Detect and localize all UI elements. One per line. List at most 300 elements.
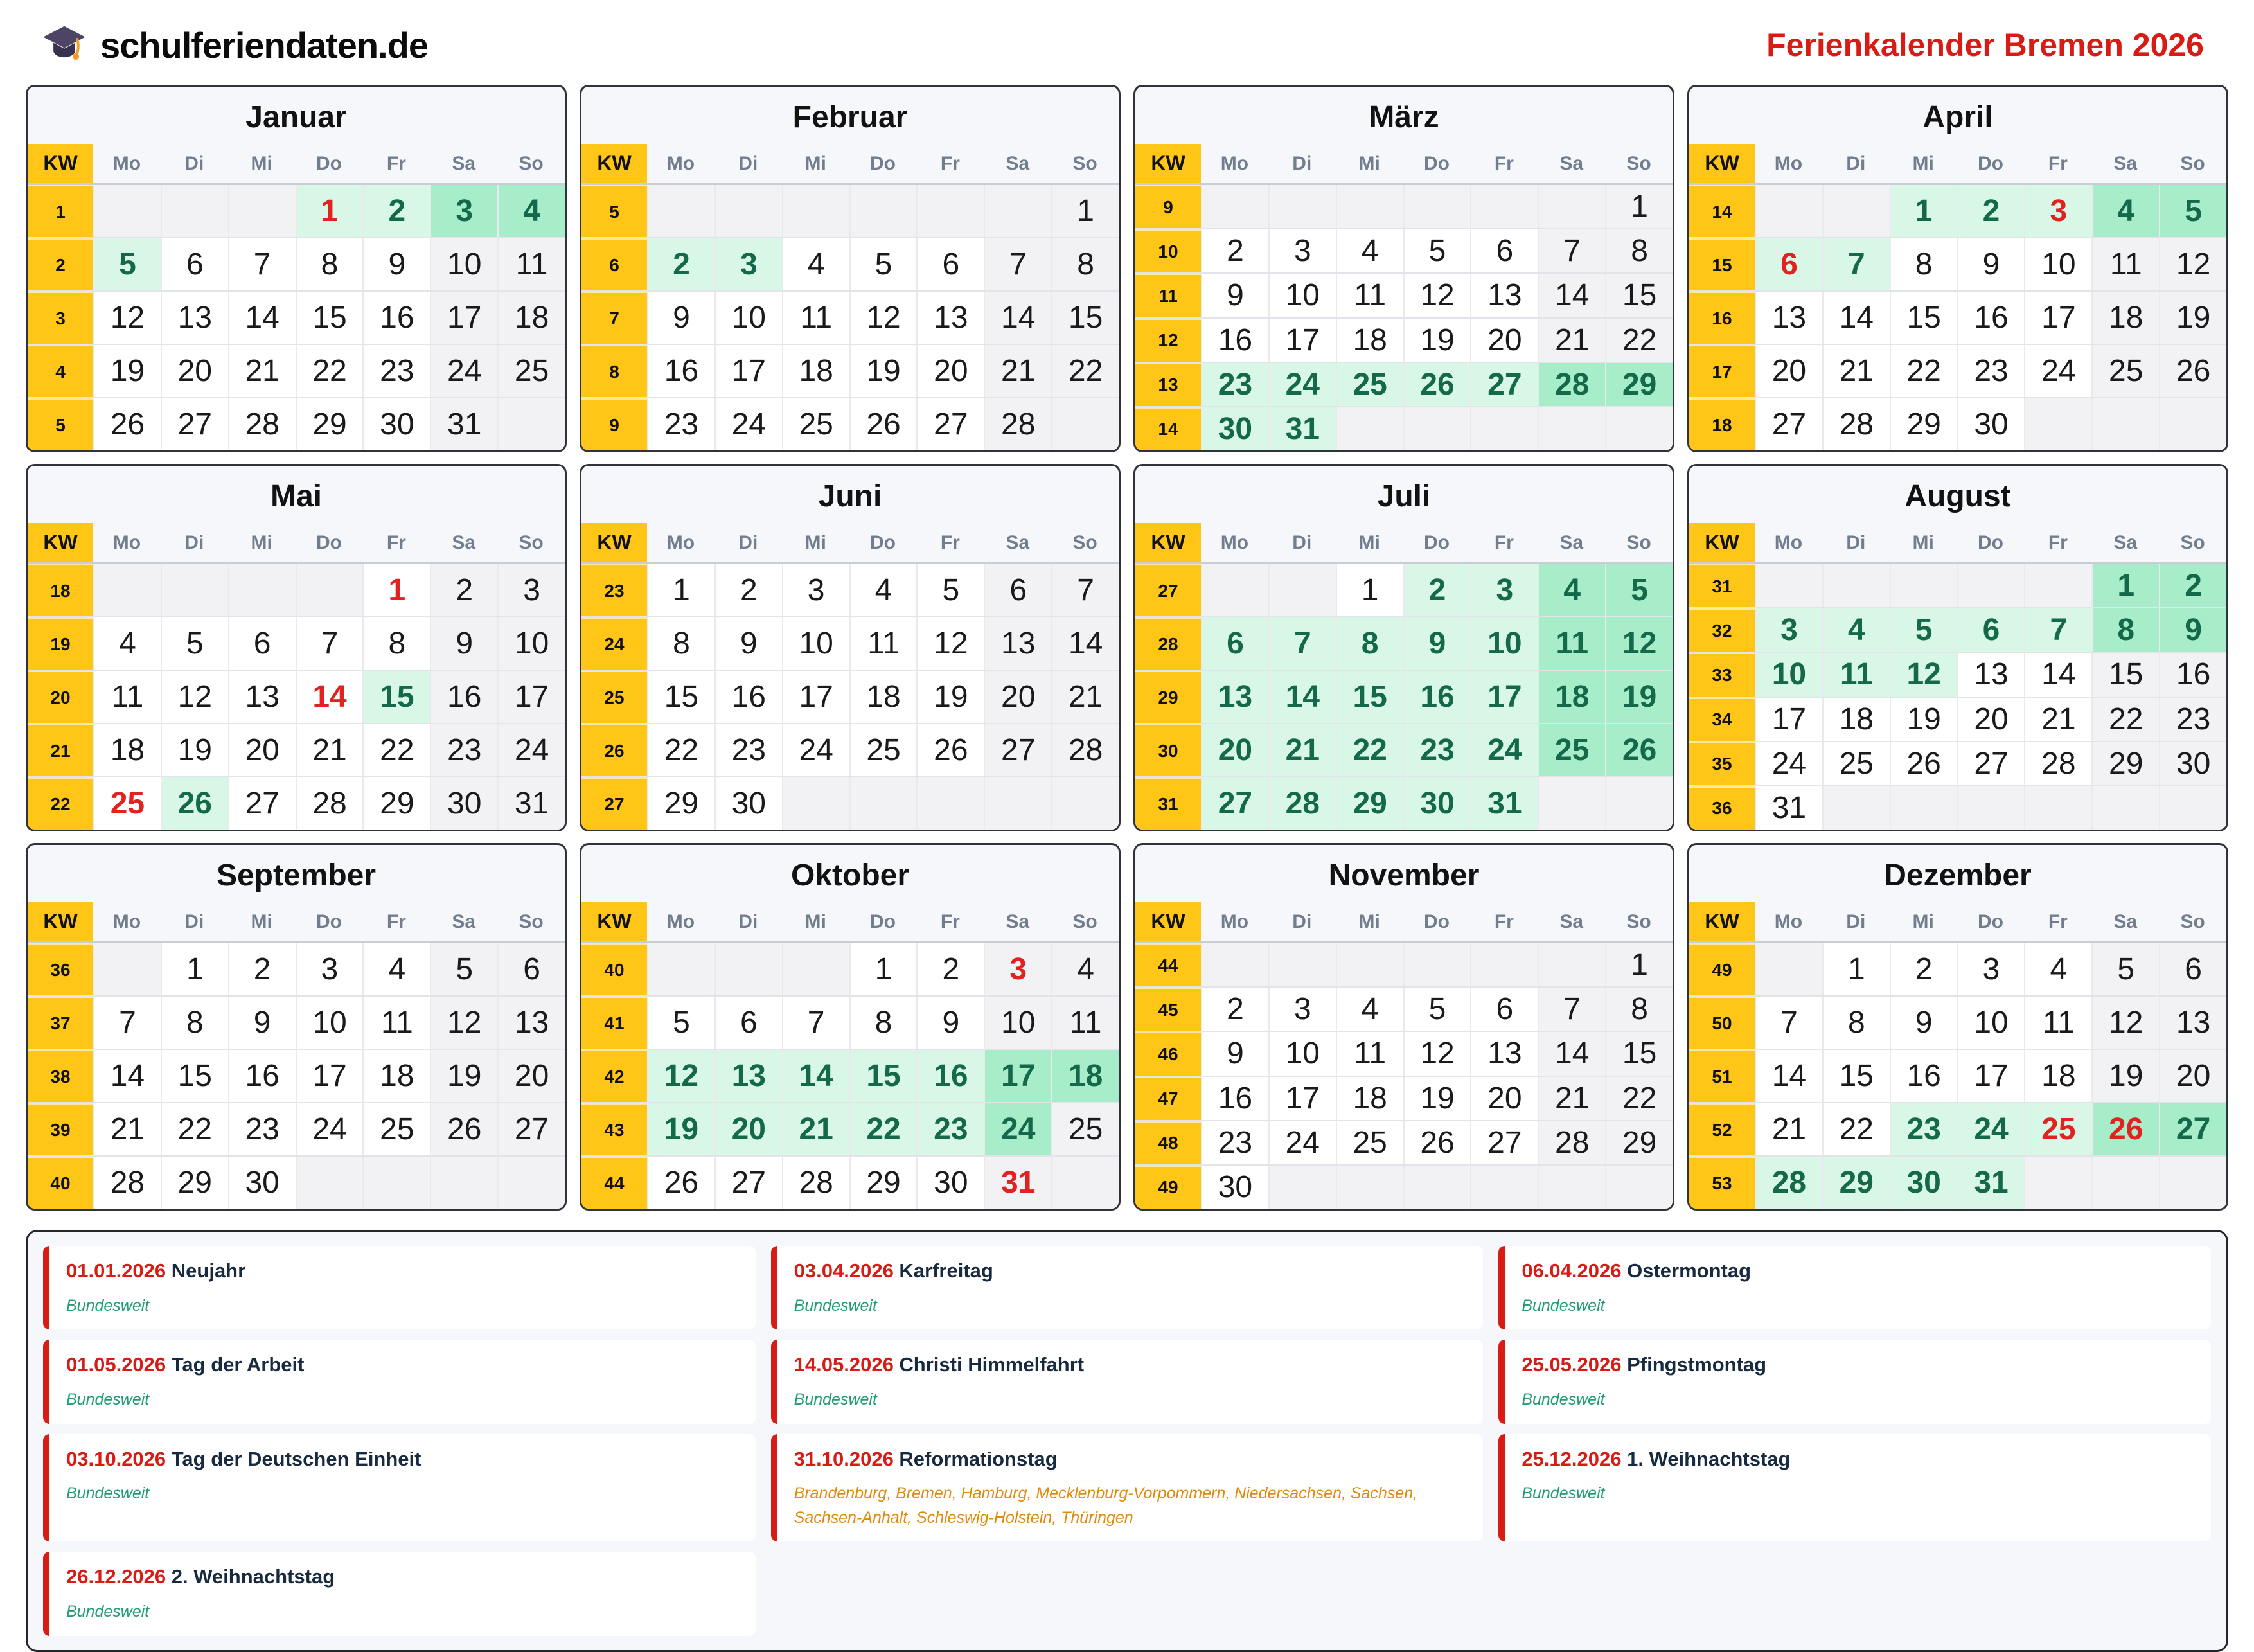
weekday-header-row <box>28 523 565 564</box>
kw-cell: 39 <box>28 1103 93 1155</box>
day-cell: 20 <box>2159 1050 2226 1102</box>
day-cell: 6 <box>1470 229 1538 272</box>
kw-cell: 28 <box>1135 617 1201 670</box>
week-row <box>28 995 565 1049</box>
day-cell-empty <box>647 943 714 995</box>
day-cell: 30 <box>1201 1166 1268 1209</box>
weekday-header: Fr <box>2048 152 2068 174</box>
holiday-head <box>1522 1353 2194 1378</box>
day-cell: 4 <box>1051 943 1119 995</box>
day-cell: 2 <box>1890 943 1957 995</box>
day-cell: 27 <box>1201 777 1268 830</box>
holiday-date: 03.04.2026 <box>794 1259 900 1282</box>
holiday-card <box>43 1340 756 1423</box>
weekday-header: Di <box>1292 910 1312 932</box>
day-cell: 12 <box>2159 238 2226 290</box>
day-cell: 7 <box>984 238 1051 290</box>
day-cell: 10 <box>1957 997 2025 1049</box>
weekday-header: Mi <box>804 531 826 553</box>
day-cell: 3 <box>1268 229 1336 272</box>
holiday-name: Pfingstmontag <box>1627 1353 1767 1376</box>
month-title: November <box>1328 858 1480 893</box>
day-cell: 5 <box>916 564 984 616</box>
kw-cell: 14 <box>1689 185 1755 237</box>
day-cell: 14 <box>228 292 296 344</box>
month-card <box>26 843 567 1211</box>
day-cell-empty <box>2024 1157 2091 1209</box>
kw-cell: 33 <box>1689 653 1755 696</box>
week-row <box>1135 670 1673 723</box>
kw-header-cell: KW <box>581 144 647 183</box>
kw-cell: 23 <box>581 564 647 616</box>
day-cell: 17 <box>1755 698 1822 741</box>
weekday-header: Do <box>316 910 342 932</box>
week-row <box>581 995 1119 1049</box>
weekday-header-row <box>1135 902 1673 943</box>
day-cell: 14 <box>93 1050 161 1102</box>
holiday-date: 06.04.2026 <box>1522 1259 1628 1282</box>
day-cell: 6 <box>2159 943 2226 995</box>
holiday-date: 01.05.2026 <box>66 1353 172 1376</box>
holiday-regions: Bundesweit <box>66 1296 150 1315</box>
week-row <box>28 943 565 995</box>
weekday-header: Mo <box>1220 531 1249 553</box>
week-row <box>28 1102 565 1155</box>
day-cell: 5 <box>430 943 497 995</box>
kw-cell: 24 <box>581 617 647 670</box>
kw-cell: 48 <box>1135 1121 1201 1164</box>
week-row <box>1135 723 1673 776</box>
week-row <box>1135 1076 1673 1120</box>
weekday-header: Sa <box>452 910 476 932</box>
day-cell: 31 <box>1268 407 1336 450</box>
day-cell-empty <box>2024 564 2091 607</box>
kw-cell: 31 <box>1135 777 1201 830</box>
weekday-header: Sa <box>452 152 476 174</box>
weekday-header: Do <box>1978 152 2003 174</box>
day-cell: 26 <box>93 398 161 450</box>
day-cell: 13 <box>1470 1032 1538 1075</box>
day-cell-empty <box>714 185 782 237</box>
day-cell: 23 <box>1403 724 1471 776</box>
kw-cell: 44 <box>581 1157 647 1209</box>
weekday-header: Mo <box>112 152 141 174</box>
month-card <box>26 464 567 831</box>
day-cell: 21 <box>228 345 296 397</box>
day-cell: 25 <box>2091 345 2159 397</box>
weekday-header: Mo <box>112 531 141 553</box>
day-cell: 15 <box>647 671 714 723</box>
day-cell: 25 <box>2024 1103 2091 1155</box>
day-cell: 19 <box>2159 292 2226 344</box>
day-cell: 22 <box>1822 1103 1890 1155</box>
holiday-card <box>1498 1246 2211 1329</box>
day-cell-empty <box>1470 185 1538 228</box>
holiday-regions: Bundesweit <box>1522 1296 1605 1315</box>
weekday-header: Do <box>870 152 896 174</box>
day-cell-empty <box>916 777 984 830</box>
week-row <box>1689 397 2226 450</box>
week-row <box>28 670 565 723</box>
day-cell: 13 <box>1201 671 1268 723</box>
day-cell-empty <box>1538 777 1605 830</box>
day-cell-empty <box>984 777 1051 830</box>
weekday-header-row <box>1689 144 2226 185</box>
day-cell: 22 <box>849 1103 917 1155</box>
kw-cell: 22 <box>28 777 93 830</box>
kw-cell: 37 <box>28 997 93 1049</box>
holiday-name: Karfreitag <box>899 1259 993 1282</box>
day-cell: 20 <box>984 671 1051 723</box>
week-row <box>1135 362 1673 406</box>
weekday-header: Do <box>316 152 342 174</box>
day-cell: 30 <box>916 1157 984 1209</box>
day-cell-empty <box>1957 564 2025 607</box>
weekday-header: Mi <box>1358 910 1380 932</box>
day-cell: 26 <box>647 1157 714 1209</box>
day-cell-empty <box>1051 398 1119 450</box>
week-row <box>1135 185 1673 228</box>
day-cell: 19 <box>916 671 984 723</box>
kw-cell: 35 <box>1689 742 1755 785</box>
day-cell: 26 <box>430 1103 497 1155</box>
week-row <box>28 616 565 670</box>
day-cell: 5 <box>849 238 917 290</box>
week-row <box>28 776 565 830</box>
day-cell-empty <box>1605 1166 1673 1209</box>
day-cell: 11 <box>362 997 430 1049</box>
weekday-header: Mi <box>1912 531 1934 553</box>
week-row <box>581 616 1119 670</box>
day-cell: 15 <box>296 292 363 344</box>
day-cell: 15 <box>2091 653 2159 696</box>
weekday-header: Mo <box>666 910 695 932</box>
week-row <box>581 776 1119 830</box>
day-cell-empty <box>782 185 849 237</box>
day-cell: 16 <box>647 345 714 397</box>
holiday-name: 2. Weihnachtstag <box>171 1565 335 1588</box>
page-header <box>0 0 2254 85</box>
day-cell: 11 <box>93 671 161 723</box>
day-cell: 11 <box>1336 274 1403 317</box>
week-row <box>1135 406 1673 450</box>
day-cell: 5 <box>1403 229 1471 272</box>
weekday-header: Fr <box>940 152 960 174</box>
day-cell-empty <box>1470 1166 1538 1209</box>
weekday-header: Fr <box>1494 531 1514 553</box>
week-row <box>1689 1102 2226 1155</box>
day-cell: 7 <box>1755 997 1822 1049</box>
day-cell: 8 <box>1605 988 1673 1031</box>
day-cell: 22 <box>647 724 714 776</box>
holiday-regions: Bundesweit <box>794 1296 877 1315</box>
month-card <box>1687 464 2228 831</box>
weekday-header: Sa <box>1006 152 1030 174</box>
brand-name: schulferiendaten.de <box>100 24 429 66</box>
kw-cell: 15 <box>1689 238 1755 290</box>
day-cell: 17 <box>1957 1050 2025 1102</box>
kw-cell: 49 <box>1135 1166 1201 1209</box>
day-cell: 9 <box>647 292 714 344</box>
day-cell: 11 <box>2024 997 2091 1049</box>
kw-cell: 18 <box>28 564 93 616</box>
day-cell: 6 <box>161 238 228 290</box>
day-cell: 7 <box>1268 617 1336 670</box>
day-cell: 12 <box>647 1050 714 1102</box>
day-cell: 13 <box>714 1050 782 1102</box>
holiday-date: 14.05.2026 <box>794 1353 900 1376</box>
day-cell: 7 <box>93 997 161 1049</box>
day-cell: 30 <box>2159 742 2226 785</box>
day-cell-empty <box>93 564 161 616</box>
kw-header-cell: KW <box>1689 902 1755 941</box>
week-row <box>28 237 565 290</box>
day-cell-empty <box>1336 943 1403 986</box>
day-cell: 29 <box>2091 742 2159 785</box>
kw-header-cell: KW <box>1135 144 1201 183</box>
week-row <box>1689 1155 2226 1209</box>
weekday-header: Sa <box>452 531 476 553</box>
holiday-legend <box>26 1230 2228 1652</box>
weekday-header: Do <box>870 531 896 553</box>
holiday-name: Neujahr <box>171 1259 246 1282</box>
day-cell-empty <box>1403 1166 1471 1209</box>
day-cell-empty <box>984 185 1051 237</box>
day-cell-empty <box>497 1157 565 1209</box>
day-cell: 22 <box>1051 345 1119 397</box>
day-cell-empty <box>362 1157 430 1209</box>
day-cell: 23 <box>647 398 714 450</box>
day-cell: 28 <box>2024 742 2091 785</box>
day-cell-empty <box>1538 1166 1605 1209</box>
day-cell: 21 <box>1822 345 1890 397</box>
day-cell: 24 <box>2024 345 2091 397</box>
day-cell: 2 <box>1201 229 1268 272</box>
kw-cell: 21 <box>28 724 93 776</box>
day-cell: 14 <box>1755 1050 1822 1102</box>
weekday-header: Di <box>184 152 204 174</box>
day-cell: 30 <box>228 1157 296 1209</box>
weekday-header: Mi <box>251 531 272 553</box>
day-cell: 23 <box>916 1103 984 1155</box>
day-cell: 10 <box>296 997 363 1049</box>
day-cell: 6 <box>1201 617 1268 670</box>
week-row <box>1689 1049 2226 1102</box>
day-cell: 1 <box>1336 564 1403 616</box>
day-cell: 22 <box>296 345 363 397</box>
week-row <box>1135 943 1673 986</box>
day-cell: 7 <box>2024 608 2091 652</box>
day-cell: 26 <box>2159 345 2226 397</box>
day-cell: 10 <box>430 238 497 290</box>
day-cell: 15 <box>1336 671 1403 723</box>
week-row <box>1689 344 2226 397</box>
weekday-header: Do <box>316 531 342 553</box>
day-cell: 1 <box>161 943 228 995</box>
day-cell: 23 <box>228 1103 296 1155</box>
weeks <box>1689 185 2226 450</box>
day-cell: 11 <box>2091 238 2159 290</box>
day-cell: 21 <box>1755 1103 1822 1155</box>
day-cell: 19 <box>1403 319 1471 362</box>
day-cell: 3 <box>296 943 363 995</box>
weekday-header: Sa <box>1559 531 1584 553</box>
day-cell: 2 <box>1201 988 1268 1031</box>
week-row <box>1689 237 2226 290</box>
day-cell: 26 <box>2091 1103 2159 1155</box>
day-cell: 16 <box>1201 1077 1268 1120</box>
month-title: Juli <box>1377 479 1431 513</box>
day-cell-empty <box>2091 786 2159 830</box>
day-cell: 13 <box>1957 653 2025 696</box>
kw-cell: 27 <box>581 777 647 830</box>
day-cell-empty <box>1268 185 1336 228</box>
month-card <box>26 85 567 452</box>
day-cell: 3 <box>782 564 849 616</box>
day-cell: 15 <box>849 1050 917 1102</box>
week-row <box>581 1155 1119 1209</box>
day-cell: 20 <box>714 1103 782 1155</box>
day-cell: 26 <box>1890 742 1957 785</box>
day-cell: 8 <box>647 617 714 670</box>
kw-cell: 20 <box>28 671 93 723</box>
day-cell: 14 <box>782 1050 849 1102</box>
day-cell: 6 <box>916 238 984 290</box>
day-cell: 16 <box>1201 319 1268 362</box>
day-cell: 23 <box>362 345 430 397</box>
week-row <box>581 1102 1119 1155</box>
day-cell: 29 <box>1822 1157 1890 1209</box>
day-cell: 11 <box>1051 997 1119 1049</box>
day-cell: 25 <box>1336 1121 1403 1164</box>
weekday-header: Fr <box>1494 152 1514 174</box>
day-cell: 30 <box>1957 398 2025 450</box>
day-cell: 5 <box>1890 608 1957 652</box>
day-cell-empty <box>1268 1166 1336 1209</box>
day-cell-empty <box>1822 786 1890 830</box>
day-cell: 16 <box>430 671 497 723</box>
month-title: September <box>216 858 377 893</box>
page-title: Ferienkalender Bremen 2026 <box>1766 27 2204 63</box>
day-cell: 4 <box>1336 229 1403 272</box>
month-card <box>580 464 1121 831</box>
day-cell: 27 <box>1470 363 1538 406</box>
weekday-header-row <box>1689 902 2226 943</box>
day-cell: 11 <box>1336 1032 1403 1075</box>
day-cell: 5 <box>2091 943 2159 995</box>
day-cell-empty <box>497 398 565 450</box>
weekday-header: Mo <box>1220 152 1249 174</box>
day-cell: 8 <box>2091 608 2159 652</box>
kw-header-cell: KW <box>581 902 647 941</box>
day-cell-empty <box>1403 185 1471 228</box>
day-cell: 19 <box>1890 698 1957 741</box>
week-row <box>1689 697 2226 741</box>
day-cell: 11 <box>849 617 917 670</box>
weekday-header-row <box>1689 523 2226 564</box>
day-cell: 10 <box>2024 238 2091 290</box>
day-cell: 3 <box>1957 943 2025 995</box>
day-cell: 24 <box>1755 742 1822 785</box>
weekday-header: Sa <box>1006 910 1030 932</box>
day-cell: 8 <box>296 238 363 290</box>
holiday-head <box>794 1447 1467 1472</box>
day-cell: 17 <box>1470 671 1538 723</box>
day-cell: 1 <box>296 185 363 237</box>
day-cell: 19 <box>1403 1077 1471 1120</box>
day-cell: 29 <box>161 1157 228 1209</box>
day-cell: 28 <box>1538 1121 1605 1164</box>
weeks <box>581 943 1119 1209</box>
weekday-header-row <box>28 902 565 943</box>
month-card <box>1687 85 2228 452</box>
kw-cell: 45 <box>1135 988 1201 1031</box>
day-cell: 30 <box>1201 407 1268 450</box>
day-cell: 17 <box>497 671 565 723</box>
day-cell: 4 <box>782 238 849 290</box>
kw-cell: 6 <box>581 238 647 290</box>
kw-cell: 51 <box>1689 1050 1755 1102</box>
day-cell: 14 <box>1538 1032 1605 1075</box>
day-cell: 16 <box>228 1050 296 1102</box>
day-cell: 21 <box>1538 1077 1605 1120</box>
month-title: Januar <box>245 100 347 134</box>
kw-cell: 9 <box>581 398 647 450</box>
week-row <box>1689 943 2226 995</box>
week-row <box>1689 995 2226 1049</box>
day-cell: 14 <box>1268 671 1336 723</box>
day-cell: 19 <box>2091 1050 2159 1102</box>
holiday-name: Tag der Deutschen Einheit <box>171 1447 422 1470</box>
weekday-header: Di <box>738 910 758 932</box>
kw-cell: 46 <box>1135 1032 1201 1075</box>
day-cell: 24 <box>782 724 849 776</box>
week-row <box>1135 272 1673 317</box>
day-cell: 28 <box>228 398 296 450</box>
month-title: Juni <box>818 479 882 513</box>
month-card <box>1133 843 1674 1211</box>
weekday-header-row <box>28 144 565 185</box>
holiday-card <box>43 1552 756 1635</box>
month-card <box>580 85 1121 452</box>
day-cell: 23 <box>1890 1103 1957 1155</box>
day-cell: 18 <box>2024 1050 2091 1102</box>
holiday-head <box>66 1259 739 1284</box>
day-cell: 19 <box>161 724 228 776</box>
week-row <box>581 943 1119 995</box>
kw-cell: 1 <box>28 185 93 237</box>
day-cell: 28 <box>1755 1157 1822 1209</box>
kw-cell: 41 <box>581 997 647 1049</box>
day-cell: 18 <box>1538 671 1605 723</box>
day-cell-empty <box>782 777 849 830</box>
day-cell: 15 <box>1605 274 1673 317</box>
day-cell: 31 <box>984 1157 1051 1209</box>
day-cell: 17 <box>430 292 497 344</box>
weekday-header: Di <box>1846 910 1866 932</box>
day-cell: 9 <box>1201 274 1268 317</box>
weekday-header: Sa <box>1559 910 1584 932</box>
day-cell: 13 <box>228 671 296 723</box>
day-cell: 2 <box>647 238 714 290</box>
day-cell: 4 <box>2024 943 2091 995</box>
weekday-header: Mi <box>251 910 272 932</box>
day-cell: 19 <box>430 1050 497 1102</box>
day-cell: 25 <box>93 777 161 830</box>
weekday-header: So <box>1626 910 1651 932</box>
day-cell-empty <box>1403 943 1471 986</box>
day-cell-empty <box>1538 407 1605 450</box>
